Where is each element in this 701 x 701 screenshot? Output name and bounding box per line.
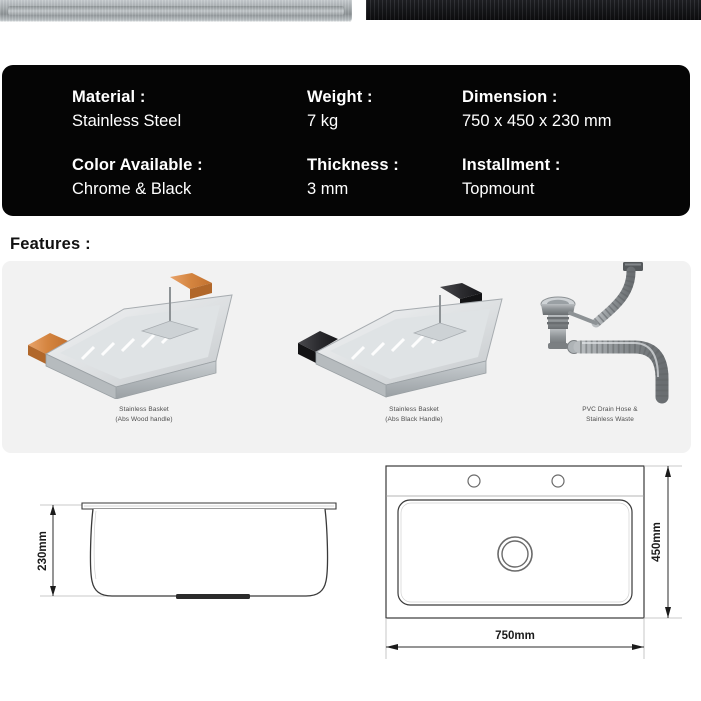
wood-handle-basket-icon bbox=[20, 269, 268, 399]
features-panel bbox=[2, 261, 691, 453]
side-elevation-drawing bbox=[37, 503, 336, 599]
spec-installment-label: Installment : bbox=[462, 155, 561, 174]
black-basket-caption bbox=[290, 405, 538, 425]
features-heading: Features : bbox=[10, 235, 91, 253]
spec-material-value: Stainless Steel bbox=[72, 111, 182, 130]
side-height-label: 230mm bbox=[37, 531, 49, 571]
spec-thickness bbox=[307, 154, 462, 202]
spec-weight-label: Weight : bbox=[307, 88, 373, 106]
spec-installment-value: Topmount bbox=[462, 179, 535, 198]
feature-item-wood-basket bbox=[20, 261, 268, 453]
top-depth-label: 450mm bbox=[651, 522, 663, 562]
spec-weight bbox=[307, 86, 462, 134]
top-width-label: 750mm bbox=[495, 630, 535, 642]
spec-dimension-value: 750 x 450 x 230 mm bbox=[462, 111, 612, 130]
spec-dimension bbox=[462, 86, 680, 134]
spec-thickness-value: 3 mm bbox=[307, 179, 349, 198]
black-basket-caption-line2: (Abs Black Handle) bbox=[385, 416, 443, 424]
black-sink-photo bbox=[366, 0, 701, 20]
feature-item-black-basket bbox=[290, 261, 538, 453]
tap-hole-1 bbox=[468, 475, 480, 487]
wood-basket-caption-line1: Stainless Basket bbox=[119, 406, 169, 413]
black-basket-caption-line1: Stainless Basket bbox=[389, 406, 439, 413]
spec-weight-value: 7 kg bbox=[307, 111, 339, 130]
black-handle-basket-icon bbox=[290, 281, 538, 411]
spec-color-label: Color Available : bbox=[72, 155, 203, 174]
spec-installment bbox=[462, 154, 680, 202]
drain-hose-waste-icon bbox=[530, 257, 690, 387]
drain-hose-caption-line1: PVC Drain Hose & bbox=[582, 406, 638, 413]
wood-basket-caption-line2: (Abs Wood handle) bbox=[115, 416, 173, 424]
drain-hose-caption bbox=[530, 405, 690, 425]
chrome-sink-photo bbox=[0, 0, 352, 22]
spec-color bbox=[72, 154, 307, 202]
spec-material bbox=[72, 86, 307, 134]
chrome-sink-rim bbox=[8, 6, 344, 15]
feature-item-drain-hose bbox=[530, 261, 690, 453]
drain-hose-caption-line2: Stainless Waste bbox=[586, 416, 634, 424]
top-plan-drawing bbox=[386, 466, 682, 659]
technical-drawings bbox=[0, 455, 701, 701]
specification-panel bbox=[2, 65, 690, 216]
wood-basket-caption bbox=[20, 405, 268, 425]
spec-color-value: Chrome & Black bbox=[72, 179, 192, 198]
specification-grid bbox=[72, 86, 680, 202]
drain-inner-ring bbox=[502, 541, 528, 567]
spec-dimension-label: Dimension : bbox=[462, 88, 558, 106]
tap-hole-2 bbox=[552, 475, 564, 487]
spec-material-label: Material : bbox=[72, 88, 146, 106]
spec-thickness-label: Thickness : bbox=[307, 155, 399, 174]
product-photo-strip bbox=[0, 0, 701, 22]
